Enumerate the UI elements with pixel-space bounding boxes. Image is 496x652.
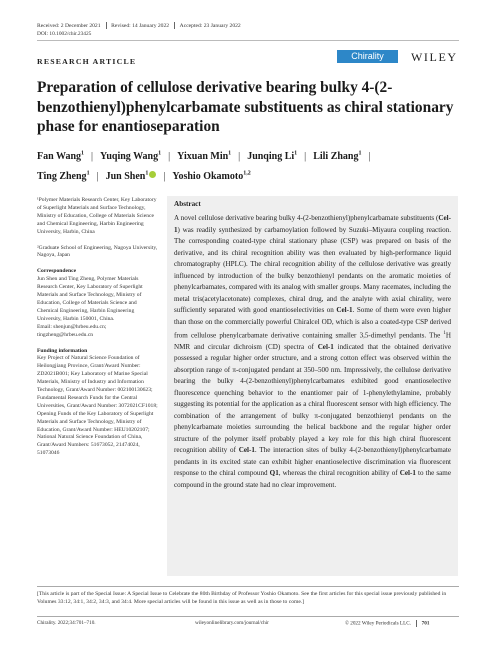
footer-citation: Chirality. 2022;34:701–710.: [37, 620, 96, 626]
journal-badge: Chirality: [337, 50, 398, 63]
author[interactable]: Yuqing Wang$^1$: [100, 151, 162, 163]
correspondence-text: Jun Shen and Ting Zheng, Polymer Materials Research Center, Key Laboratory of Superlight Materials and Surface Technology, Ministry of Education, College of Materials Science and Chemical Engineering, Harbin Engineering University, Harbin 150001, China.: [37, 276, 143, 322]
author[interactable]: Junqing Li$^1$: [247, 151, 298, 163]
revised-date: Revised: 14 January 2022: [111, 22, 170, 29]
footer-rule: [37, 616, 459, 617]
section-label: RESEARCH ARTICLE: [37, 57, 137, 66]
page-number: 701: [421, 620, 430, 627]
affiliation: ¹Polymer Materials Research Center, Key Laboratory of Superlight Materials and Surface Technology, Ministry of Education, College of Materials Science and Chemical Engineering, Harbin Engineering University, Harbin, China: [37, 197, 157, 235]
divider: [106, 22, 107, 29]
publisher-logo: WILEY: [411, 50, 458, 64]
funding-heading: Funding information: [37, 347, 88, 354]
author[interactable]: Ting Zheng$^1$: [37, 170, 90, 182]
article-dates: [37, 22, 241, 29]
orcid-icon[interactable]: [149, 171, 156, 178]
header-rule: [37, 40, 459, 41]
author[interactable]: Lili Zhang$^1$: [313, 151, 362, 163]
received-date: Received: 2 December 2021: [37, 22, 101, 29]
article-sidebar: [37, 197, 159, 466]
correspondence-heading: Correspondence: [37, 268, 77, 275]
funding-text: Key Project of Natural Science Foundation of Heilongjiang Province, Grant/Award Number: ZD2021B001; Key Laboratory of Marine Special Materials, Ministry of Industry and Information Technology, Grant/Award Number: 002100130623; Fundamental Research Funds for the Central Universities, Grant/Award Number: 3072021CF1018; Opening Funds of the Key Laboratory of Superlight Materials and Surface Technology, Ministry of Education, Grant/Award Number: HEU10202107; National Natural Science Foundation of China, Grant/Award Numbers: 51673052, 21474024, 51073046: [37, 355, 158, 457]
footer-copyright: © 2022 Wiley Periodicals LLC. 701: [345, 620, 430, 627]
affiliation: ²Graduate School of Engineering, Nagoya University, Nagoya, Japan: [37, 244, 158, 259]
author-list: Fan Wang$^1$ | Yuqing Wang$^1$ | Yixuan Min$^1$ | Junqing Li$^1$ | Lili Zhang$^1$ | Ting Zheng$^1$ | Jun Shen$^1$ | Yoshio Okamoto$^{1,2}$: [37, 151, 371, 182]
author[interactable]: Jun Shen$^1$: [106, 171, 157, 182]
doi[interactable]: DOI: 10.1002/chir.23425: [37, 31, 92, 37]
accepted-date: Accepted: 23 January 2022: [179, 22, 241, 29]
abstract-heading: Abstract: [174, 200, 201, 208]
footer-url[interactable]: wileyonlinelibrary.com/journal/chir: [195, 620, 269, 626]
special-issue-note: [This article is part of the Special Issue: A Special Issue to Celebrate the 80th Birthday of Professor Yoshio Okamoto. See the first articles for this special issue previously published in Volumes 33:12, 34:1, 34:2, 34:3, and 34:4. More special articles will be found in this issue as well as in those to come.]: [37, 591, 447, 606]
correspondence-email[interactable]: Email: shenjun@hrbeu.edu.cn; tingzheng@hrbeu.edu.cn: [37, 323, 107, 338]
author[interactable]: Yixuan Min$^1$: [177, 151, 232, 163]
divider: [416, 620, 417, 627]
author[interactable]: Yoshio Okamoto$^{1,2}$: [172, 170, 251, 182]
abstract-text: A novel cellulose derivative bearing bulky 4-(2-benzothienyl)phenylcarbamate substituents (Cel-1) was readily synthesized by carbamoylation followed by Suzuki–Miyaura coupling reaction. The corresponding coated-type chiral stationary phase (CSP) was prepared on basis of the derivative, and its chiral recognition ability was then evaluated by high-performance liquid chromatography (HPLC). The chiral recognition ability of the cellulose derivative was greatly influenced by introduction of the bulky benzothienyl pendants on the aromatic moieties of phenylcarbamates, compared with its analog with smaller groups. Many racemates, including the metal tris(acetylacetonate) complexes, chiral drug, and the analyte with axial chirality, were sufficiently separated with good enantioselectivities on Cel-1. Some of them were even higher than those on the commercially powerful Chiralcel OD, which is also a coated-type CSP derived from cellulose phenylcarbamate derivative containing smaller 3,5-dimethyl pendants. The $^1$H NMR and circular dichroism (CD) spectra of Cel-1 indicated that the obtained derivative possessed a regular higher order structure, and a strong cotton effect was observed within the absorption range of π-conjugated pendant at 350–500 nm. Impressively, the cellulose derivative bearing the bulky 4-(2-benzothienyl)phenylcarbamates exhibited good enantioselective fluorescence quenching behavior to the enantiomer pair of 1-phenylethylamine, probably suggesting its potential for the application as a chiral fluorescent sensor with high efficiency. The combination of the arrangement of bulky π-conjugated benzothienyl pendants on the phenylcarbamate moieties surrounding the helical backbone and the regular higher order structure of the polymer itself probably played a key role for this high chiral fluorescent recognition ability of Cel-1. The interaction sites of bulky 4-(2-benzothienyl)phenylcarbamate pendants in its excited state can exhibit higher enantioselective discrimination via fluorescent response to the chiral compound Q1, whereas the chiral recognition ability of Cel-1 to the same compound in the ground state had no clear improvement.: [174, 214, 451, 489]
divider: [174, 22, 175, 29]
article-title: Preparation of cellulose derivative bearing bulky 4-(2-benzothienyl)phenylcarbamate substituents as chiral stationary phase for enantioseparation: [37, 79, 454, 136]
author[interactable]: Fan Wang$^1$: [37, 151, 84, 163]
note-rule: [37, 586, 459, 587]
